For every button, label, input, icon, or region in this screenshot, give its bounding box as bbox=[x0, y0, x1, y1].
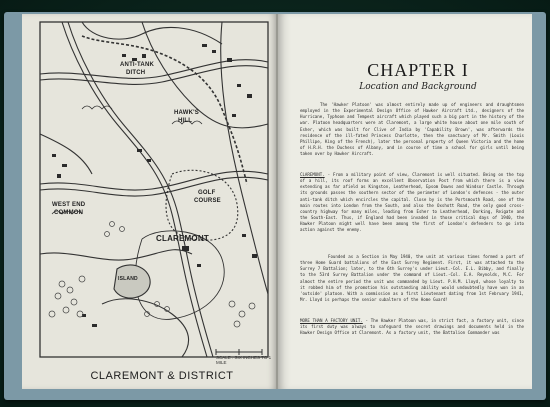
map-label-anti-tank: ANTI-TANK bbox=[120, 62, 155, 68]
map-label-course: COURSE bbox=[194, 198, 221, 204]
map-label-claremont: CLAREMONT bbox=[156, 234, 209, 243]
map-scale-label: SCALE : SIX INCHES TO 1 MILE bbox=[216, 355, 272, 365]
heading-claremont: CLAREMONT. bbox=[300, 172, 325, 177]
map-caption: CLAREMONT & DISTRICT bbox=[90, 370, 234, 382]
right-page-text bbox=[278, 14, 532, 389]
map-label-hawks: HAWK'S bbox=[174, 110, 199, 116]
paragraph-claremont: CLAREMONT. - From a military point of view, Claremont is well situated. Being on the top of a hill, its roof forms an excellent Observation Post from which there is a view extending as far afield as Kingston, Leatherhead, Epsom Downs and Windsor Castle. Through its grounds passes the southern sector of the perimeter of London's defences - the outer anti-tank ditch which encircles the capital. Close by is the Portsmouth Road, one of the main routes into London from the South, and also the Oxshott Road, the only good cross-country highway for many miles, leading from Esher to Leatherhead, Dorking, Reigate and the South-East. Thus, if England had been invaded in those critical days of 1940, the Hawker Platoon might well have been among the first of London's defenders to go into action against the enemy. bbox=[300, 172, 524, 233]
left-page-map bbox=[22, 14, 277, 389]
paragraph-intro: The 'Hawker Platoon' was almost entirely made up of engineers and draughtsmen employed in the Experimental Design Office of Hawker Aircraft Ltd., designers of the Hurricane, Typhoon and Tempest aircraft which played such a big part in the history of the war. Platoon headquarters were at Claremont, a large white house about one mile south of Esher, which was built for Clive of India by 'Capability Brown', was afterwards the residence of the ill-fated Princess Charlotte, then the sanctuary of Mr. Smith (Louis Phillipe, King of the French), later the personal property of Queen Victoria and the home of H.R.H. the Duchess of Albany, and in course of time a school for girls until being taken over by Hawker Aircraft. bbox=[300, 102, 524, 157]
chapter-subtitle: Location and Background bbox=[359, 82, 477, 92]
map-label-west-end: WEST END bbox=[52, 202, 86, 208]
map-label-common: COMMON bbox=[54, 210, 84, 216]
map-label-golf: GOLF bbox=[198, 190, 216, 196]
map-label-ditch: DITCH bbox=[126, 70, 146, 76]
map-label-hill: HILL bbox=[178, 118, 193, 124]
map-label-island: ISLAND bbox=[118, 276, 138, 282]
paragraph-claremont-text: From a military point of view, Claremont is well situated. Being on the top of a hill, its roof forms an excellent Observation Post from which there is a view extending as far afield as Kingston, Leatherhead, Epsom Downs and Windsor Castle. Through its grounds passes the southern sector of the perimeter of London's defences - the outer anti-tank ditch which encircles the capital. Close by is the Portsmouth Road, one of the main routes into London from the South, and also the Oxshott Road, the only good cross-country highway for many miles, leading from Esher to Leatherhead, Dorking, Reigate and the South-East. Thus, if England had been invaded in those critical days of 1940, the Hawker Platoon might well have been among the first of London's defenders to go into action against the enemy. bbox=[300, 172, 524, 233]
paragraph-factory-unit: MORE THAN A FACTORY UNIT. - The Hawker Platoon was, in strict fact, a factory unit, since its first duty was always to safeguard the secret drawings and documents held in the Hawker Design Office at Claremont. As a factory unit, the Battalion Commander was bbox=[300, 318, 524, 336]
paragraph-factory-unit-text: The Hawker Platoon was, in strict fact, a factory unit, since its first duty was always to safeguard the secret drawings and documents held in the Hawker Design Office at Claremont. As a factory unit, the Battalion Commander was bbox=[300, 318, 524, 336]
chapter-title: CHAPTER I bbox=[367, 60, 469, 80]
paragraph-founded: Founded as a Section in May 1940, the unit at various times formed a part of three Home Guard battalions of the East Surrey Regiment. First, it was attached to the Surrey 7 Battalion; later, to the 6th Surrey's under Lieut.-Col. E.L. Bibby, and finally to the 53rd Surrey Battalion under the command of Lieut.-Col. E.A. Reynolds, M.C. For almost the entire period the unit was commanded by Lieut. P.H.M. Lloyd, whose loyalty to it robbed him of the promotion his outstanding ability would undoubtedly have won in an 'outside' platoon. With a commission as a first Lieutenant dating from 1st February 1941, Mr. Lloyd is perhaps the senior subaltern of the Home Guard! bbox=[300, 254, 524, 303]
heading-factory-unit: MORE THAN A FACTORY UNIT. bbox=[300, 318, 363, 323]
